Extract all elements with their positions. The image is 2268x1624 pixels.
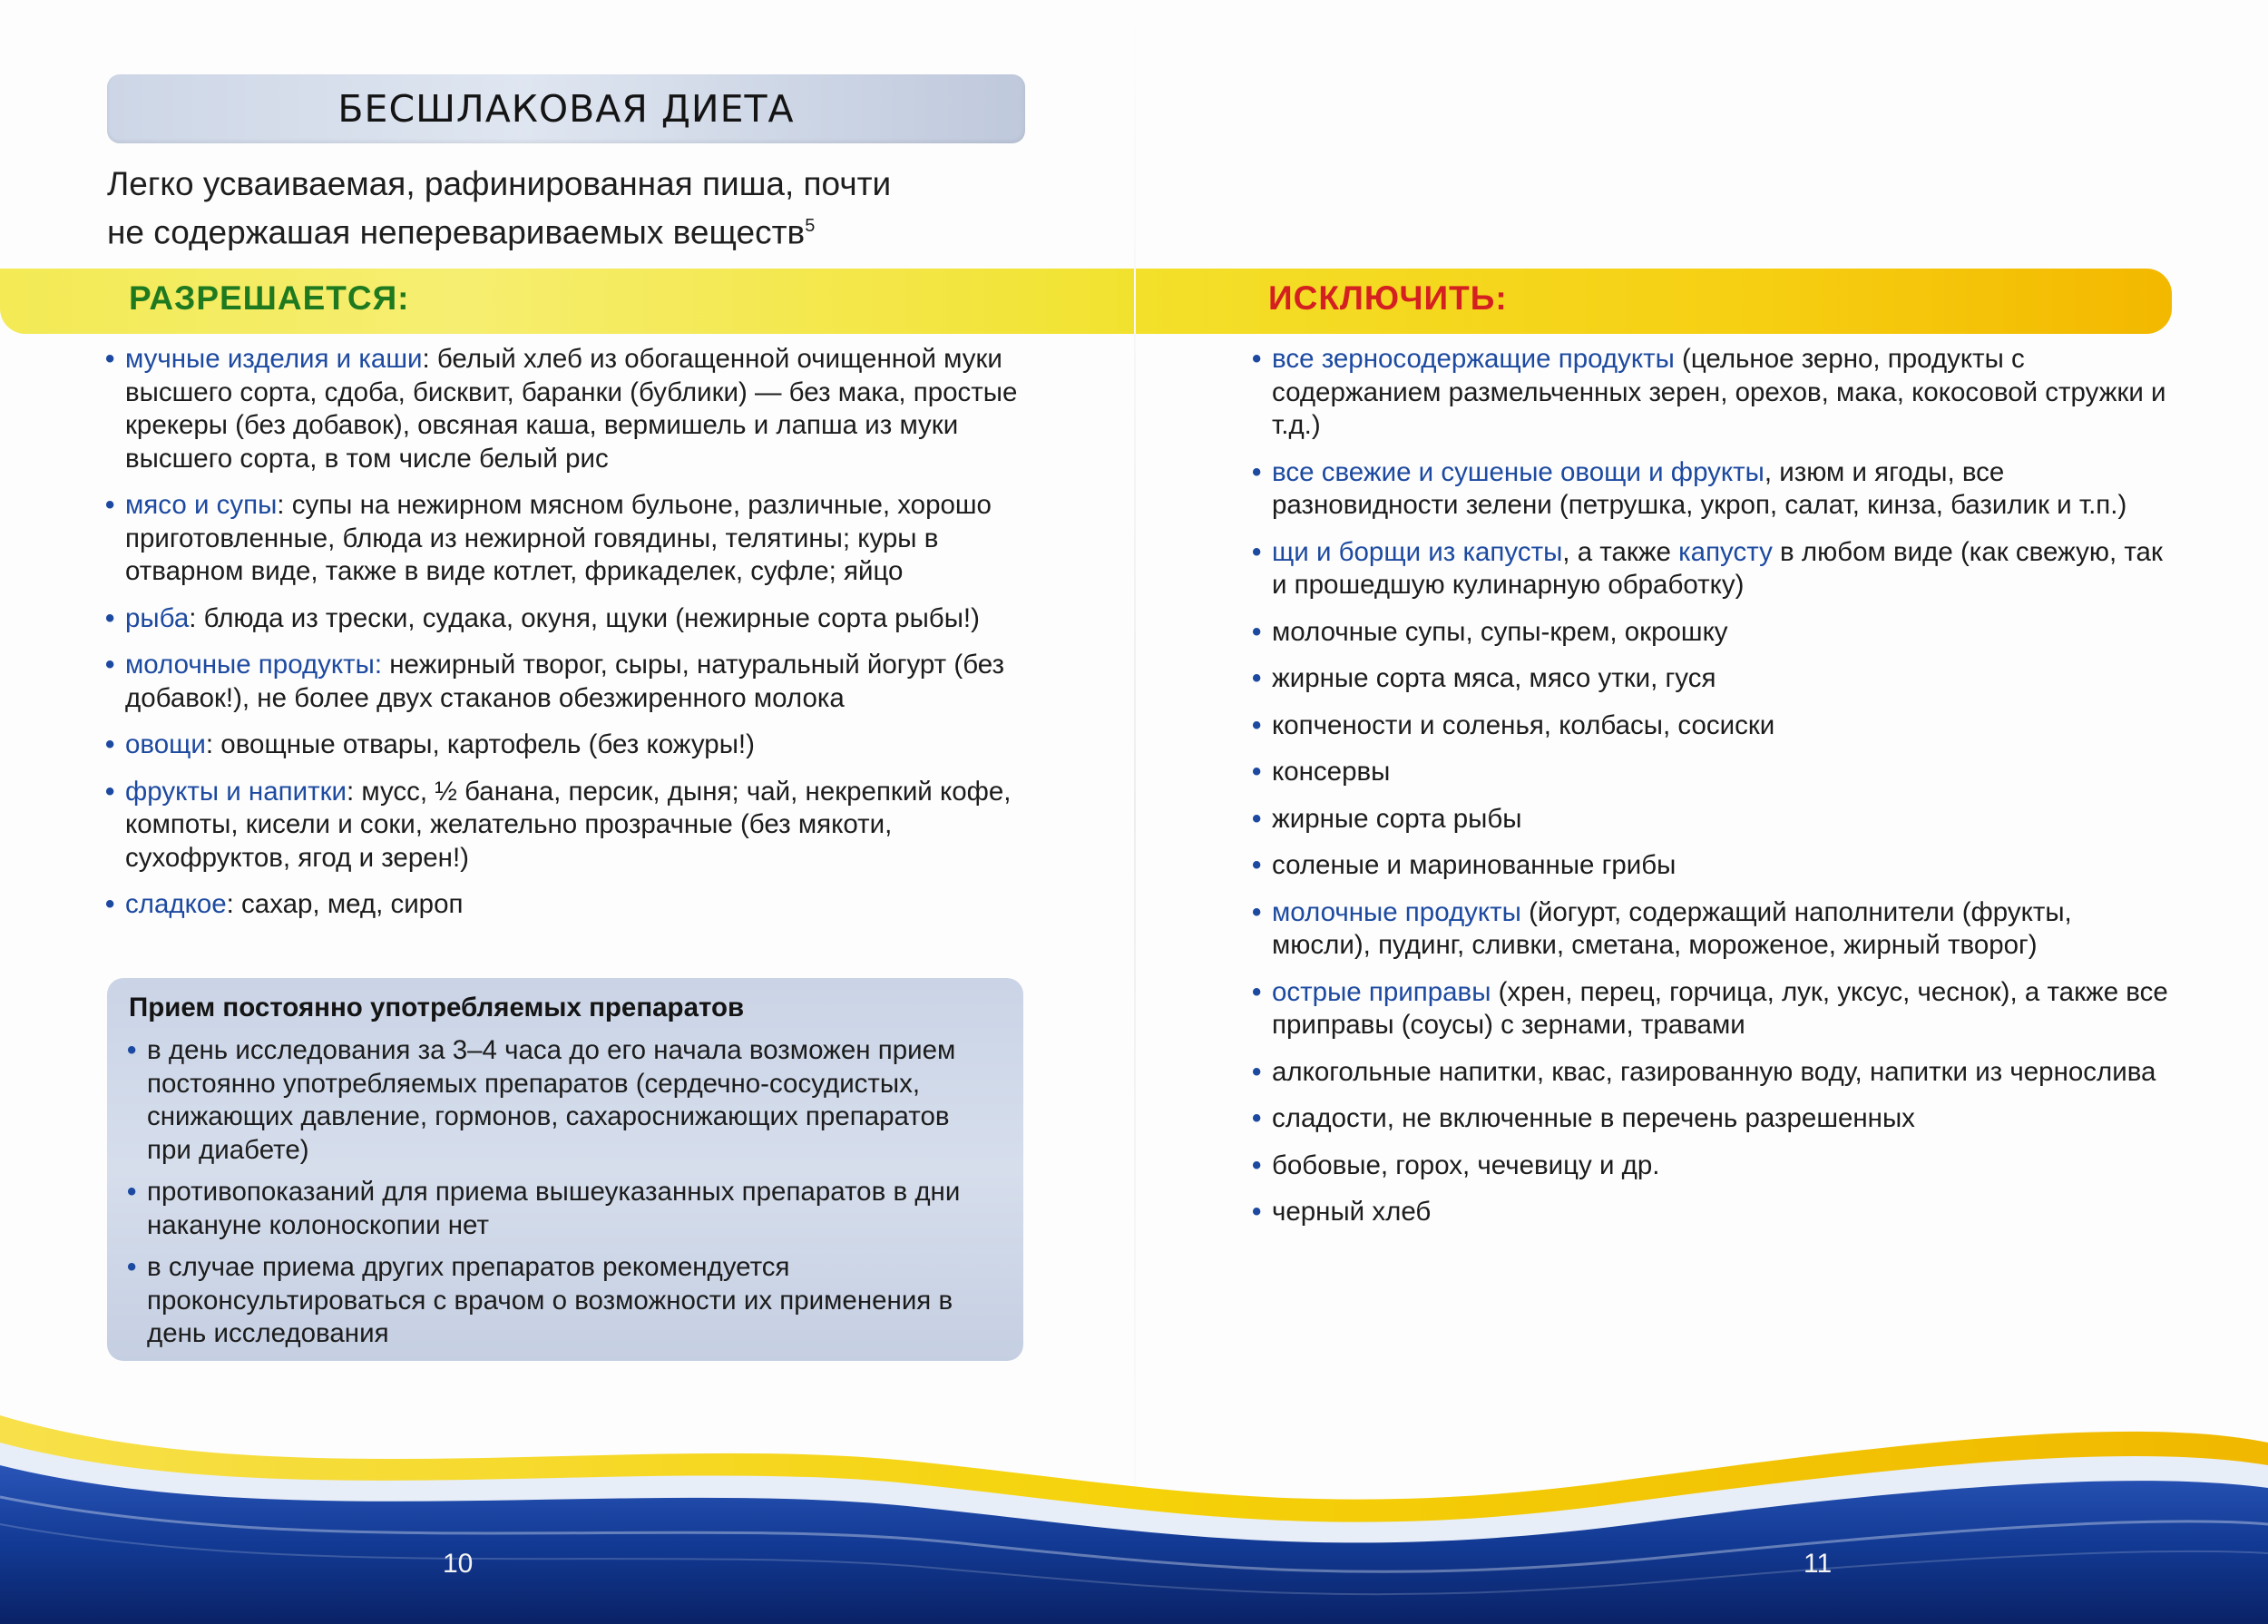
allowed-category: рыба xyxy=(125,602,190,633)
allowed-text: нежирный творог, сыры, натуральный йогурт (без добавок!), не более двух стаканов обезжиренного молока xyxy=(125,650,1005,713)
excluded-item xyxy=(1252,1102,2177,1136)
bullet-icon: • xyxy=(1252,536,1262,567)
medication-text: в случае приема других препаратов рекомендуется проконсультироваться с врачом о возможности их применения в день исследования xyxy=(147,1252,953,1348)
bullet-icon: • xyxy=(1252,757,1262,787)
excluded-item xyxy=(1252,1196,2177,1229)
excluded-text: , изюм и ягоды, все разновидности зелени (петрушка, укроп, салат, кинза, базилик и т.п.) xyxy=(1272,456,2127,520)
excluded-text: сладости, не включенные в перечень разрешенных xyxy=(1272,1103,1915,1133)
title-band xyxy=(107,74,1025,143)
bullet-icon: • xyxy=(1252,663,1262,693)
excluded-item xyxy=(1252,756,2177,789)
allowed-category: фрукты и напитки xyxy=(125,776,347,807)
excluded-category: молочные продукты xyxy=(1272,896,1521,927)
bullet-icon: • xyxy=(105,650,115,680)
excluded-text: (хрен, перец, горчица, лук, уксус, чеснок), а также все приправы (соусы) с зернами, травами xyxy=(1272,976,2168,1040)
excluded-item xyxy=(1252,976,2177,1042)
allowed-category: мясо и супы xyxy=(125,490,278,520)
allowed-item xyxy=(105,602,1031,636)
bullet-icon: • xyxy=(1252,896,1262,927)
excluded-text: алкогольные напитки, квас, газированную воду, напитки из чернослива xyxy=(1272,1056,2156,1087)
page-number-left: 10 xyxy=(443,1549,474,1579)
medication-item xyxy=(127,1176,998,1242)
medication-text: противопоказаний для приема вышеуказанных препаратов в дни накануне колоноскопии нет xyxy=(147,1177,961,1240)
excluded-text: жирные сорта мяса, мясо утки, гуся xyxy=(1272,663,1716,693)
excluded-category: все свежие и сушеные овощи и фрукты xyxy=(1272,456,1765,487)
excluded-item xyxy=(1252,343,2177,443)
allowed-category: мучные изделия и каши xyxy=(125,344,423,374)
bullet-icon: • xyxy=(1252,1103,1262,1133)
bullet-icon: • xyxy=(105,729,115,759)
allowed-category: молочные продукты: xyxy=(125,650,383,680)
excluded-item xyxy=(1252,1150,2177,1183)
bullet-icon: • xyxy=(1252,1197,1262,1227)
allowed-item xyxy=(105,649,1031,715)
bullet-icon: • xyxy=(105,889,115,919)
excluded-text: консервы xyxy=(1272,757,1391,787)
excluded-text: молочные супы, супы-крем, окрошку xyxy=(1272,616,1728,647)
excluded-item xyxy=(1252,896,2177,963)
excluded-item xyxy=(1252,616,2177,650)
medication-item xyxy=(127,1034,998,1167)
allowed-list xyxy=(105,343,1031,935)
diet-description xyxy=(107,163,996,253)
allowed-category: сладкое xyxy=(125,889,227,919)
allowed-item xyxy=(105,489,1031,589)
excluded-category: все зерносодержащие продукты xyxy=(1272,344,1675,374)
decorative-wave-footer xyxy=(0,1379,2268,1624)
excluded-item xyxy=(1252,456,2177,523)
excluded-item xyxy=(1252,849,2177,883)
bullet-icon: • xyxy=(1252,1150,1262,1180)
bullet-icon: • xyxy=(105,490,115,520)
allowed-item xyxy=(105,888,1031,922)
excluded-category: острые приправы xyxy=(1272,976,1491,1007)
allowed-item xyxy=(105,729,1031,762)
excluded-item xyxy=(1252,662,2177,696)
subtitle-line-1: Легко усваиваемая, рафинированная пиша, почти xyxy=(107,165,892,202)
page-number-right: 11 xyxy=(1804,1549,1833,1579)
medication-item xyxy=(127,1251,998,1351)
excluded-item xyxy=(1252,536,2177,602)
allowed-text: : мусс, ½ банана, персик, дыня; чай, некрепкий кофе, компоты, кисели и соки, желательно прозрачные (без мякоти, сухофруктов, ягод и зерен!) xyxy=(125,776,1012,873)
bullet-icon: • xyxy=(1252,976,1262,1007)
excluded-category-2: капусту xyxy=(1678,536,1773,567)
bullet-icon: • xyxy=(105,776,115,807)
page-title: БЕСШЛАКОВАЯ ДИЕТА xyxy=(337,87,795,131)
excluded-text: бобовые, горох, чечевицу и др. xyxy=(1272,1150,1660,1180)
allowed-text: : супы на нежирном мясном бульоне, различные, хорошо приготовленные, блюда из нежирной говядины, телятины; куры в отварном виде, также в виде котлет, фрикаделек, суфле; яйцо xyxy=(125,490,992,586)
excluded-text: соленые и маринованные грибы xyxy=(1272,850,1677,880)
excluded-list xyxy=(1252,343,2177,1243)
bullet-icon: • xyxy=(1252,803,1262,834)
medications-list xyxy=(127,1034,998,1360)
excluded-text: черный хлеб xyxy=(1272,1197,1432,1227)
bullet-icon: • xyxy=(105,602,115,633)
footnote-ref: 5 xyxy=(805,216,816,236)
allowed-text: : блюда из трески, судака, окуня, щуки (нежирные сорта рыбы!) xyxy=(189,602,980,633)
excluded-item xyxy=(1252,1056,2177,1090)
allowed-text: : белый хлеб из обогащенной очищенной муки высшего сорта, сдоба, бисквит, баранки (бублики) — без мака, простые крекеры (без добавок), овсяная каша, вермишель и лапша из муки высшего сорта, в том числе белый рис xyxy=(125,344,1018,474)
allowed-heading: РАЗРЕШАЕТСЯ: xyxy=(129,279,410,317)
bullet-icon: • xyxy=(127,1035,137,1065)
excluded-text: (йогурт, содержащий наполнители (фрукты, мюсли), пудинг, сливки, сметана, мороженое, жирный творог) xyxy=(1272,896,2072,960)
bullet-icon: • xyxy=(1252,1056,1262,1087)
excluded-category: щи и борщи из капусты xyxy=(1272,536,1563,567)
bullet-icon: • xyxy=(127,1252,137,1282)
subtitle-line-2: не содержашая неперевариваемых веществ xyxy=(107,213,806,251)
excluded-item xyxy=(1252,803,2177,836)
bullet-icon: • xyxy=(1252,456,1262,487)
excluded-text: , а также xyxy=(1562,536,1679,567)
bullet-icon: • xyxy=(1252,850,1262,880)
medication-text: в день исследования за 3–4 часа до его начала возможен прием постоянно употребляемых препаратов (сердечно-сосудистых, снижающих давление, гормонов, сахароснижающих препаратов при диабете) xyxy=(147,1035,956,1165)
excluded-text: (цельное зерно, продукты с содержанием размельченных зерен, орехов, мака, кокосовой стружки и т.д.) xyxy=(1272,344,2166,440)
excluded-text-2: в любом виде (как свежую, так и прошедшую кулинарную обработку) xyxy=(1272,536,2163,600)
allowed-text: : сахар, мед, сироп xyxy=(226,889,464,919)
bullet-icon: • xyxy=(127,1177,137,1207)
bullet-icon: • xyxy=(1252,616,1262,647)
excluded-heading: ИСКЛЮЧИТЬ: xyxy=(1268,279,1508,317)
bullet-icon: • xyxy=(1252,344,1262,374)
allowed-category: овощи xyxy=(125,729,206,759)
medications-title: Прием постоянно употребляемых препаратов xyxy=(129,993,745,1022)
bullet-icon: • xyxy=(105,344,115,374)
excluded-item xyxy=(1252,709,2177,743)
allowed-text: : овощные отвары, картофель (без кожуры!) xyxy=(205,729,755,759)
allowed-item xyxy=(105,343,1031,475)
excluded-text: копчености и соленья, колбасы, сосиски xyxy=(1272,709,1775,740)
excluded-text: жирные сорта рыбы xyxy=(1272,803,1522,834)
allowed-item xyxy=(105,776,1031,876)
bullet-icon: • xyxy=(1252,709,1262,740)
